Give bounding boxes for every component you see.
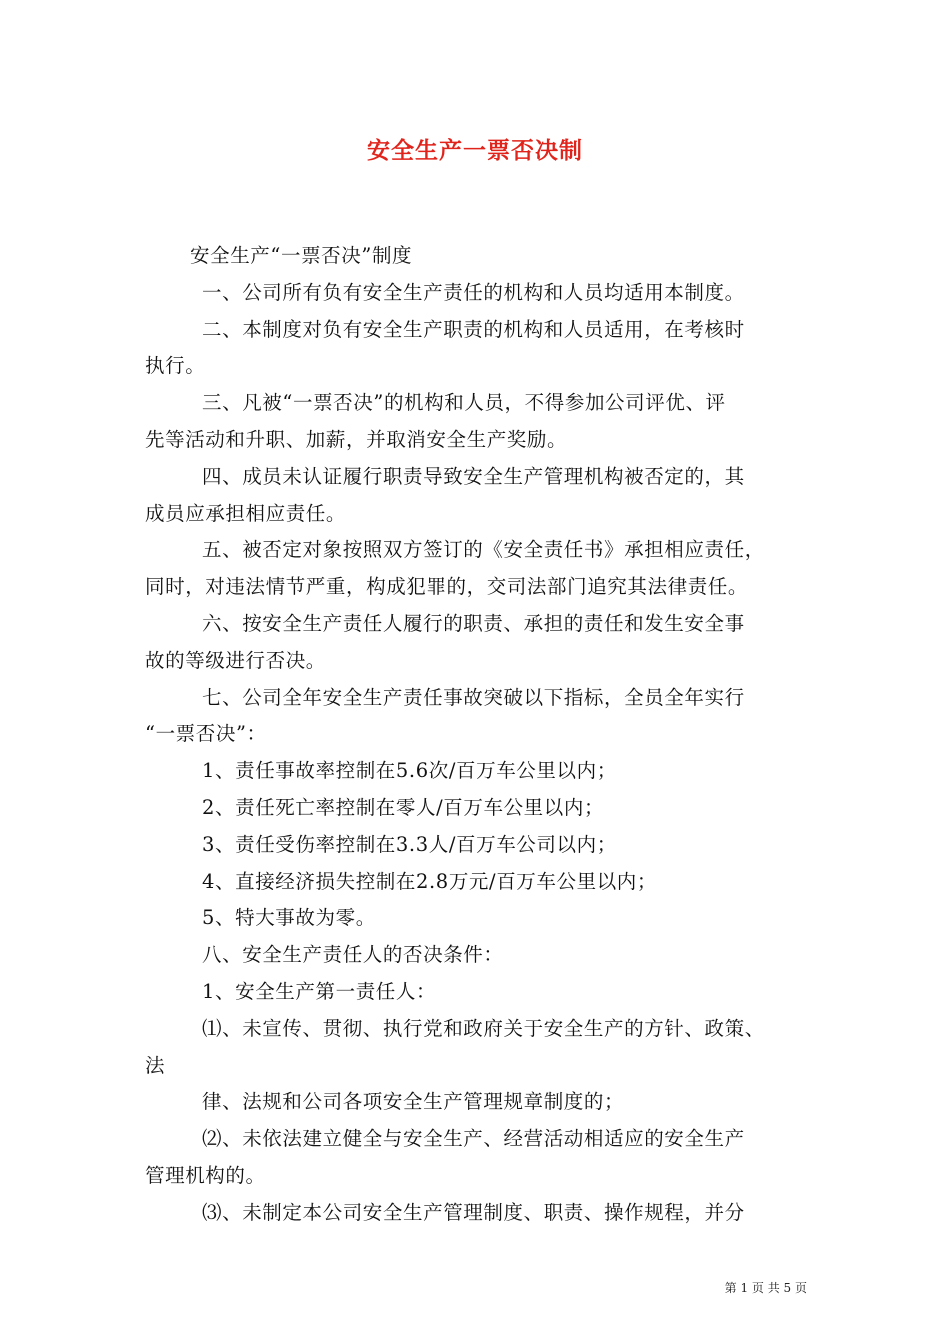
paragraph-line: 1、责任事故率控制在5.6次/百万车公里以内；: [202, 759, 617, 783]
paragraph-line: 一、公司所有负有安全生产责任的机构和人员均适用本制度。: [202, 280, 745, 304]
paragraph-line: ⑵、未依法建立健全与安全生产、经营活动相适应的安全生产: [202, 1127, 745, 1151]
paragraph-line: 执行。: [145, 354, 206, 378]
page-number: 第 1 页 共 5 页: [724, 1281, 807, 1295]
paragraph-line: 三、凡被“一票否决”的机构和人员，不得参加公司评优、评: [202, 391, 726, 415]
document-body: [145, 238, 820, 1232]
paragraph-line: 七、公司全年安全生产责任事故突破以下指标，全员全年实行: [202, 685, 745, 709]
paragraph-line: 5、特大事故为零。: [202, 906, 376, 930]
paragraph-line: 五、被否定对象按照双方签订的《安全责任书》承担相应责任，: [202, 538, 765, 562]
paragraph-line: 六、按安全生产责任人履行的职责、承担的责任和发生安全事: [202, 611, 745, 635]
paragraph-line: 先等活动和升职、加薪，并取消安全生产奖励。: [145, 427, 568, 451]
paragraph-line: 同时，对违法情节严重，构成犯罪的，交司法部门追究其法律责任。: [145, 575, 749, 599]
paragraph-line: 成员应承担相应责任。: [145, 501, 347, 525]
paragraph-line: 2、责任死亡率控制在零人/百万车公里以内；: [202, 795, 605, 819]
paragraph-line: 管理机构的。: [145, 1163, 266, 1187]
paragraph-line: ⑴、未宣传、贯彻、执行党和政府关于安全生产的方针、政策、: [202, 1016, 765, 1040]
paragraph-line: 安全生产“一票否决”制度: [190, 244, 413, 267]
paragraph-line: 八、安全生产责任人的否决条件：: [202, 943, 504, 967]
paragraph-line: 1、安全生产第一责任人：: [202, 979, 437, 1003]
paragraph-line: “一票否决”：: [145, 722, 267, 746]
paragraph-line: 4、直接经济损失控制在2.8万元/百万车公里以内；: [202, 869, 657, 893]
document-title: 安全生产一票否决制: [367, 137, 583, 164]
paragraph-line: 法: [145, 1053, 166, 1077]
paragraph-line: 故的等级进行否决。: [145, 648, 326, 672]
paragraph-line: ⑶、未制定本公司安全生产管理制度、职责、操作规程，并分: [202, 1200, 745, 1224]
paragraph-line: 3、责任受伤率控制在3.3人/百万车公司以内；: [202, 832, 617, 856]
paragraph-line: 四、成员未认证履行职责导致安全生产管理机构被否定的，其: [202, 464, 745, 488]
paragraph-line: 律、法规和公司各项安全生产管理规章制度的；: [202, 1090, 625, 1114]
paragraph-line: 二、本制度对负有安全生产职责的机构和人员适用，在考核时: [202, 317, 745, 341]
